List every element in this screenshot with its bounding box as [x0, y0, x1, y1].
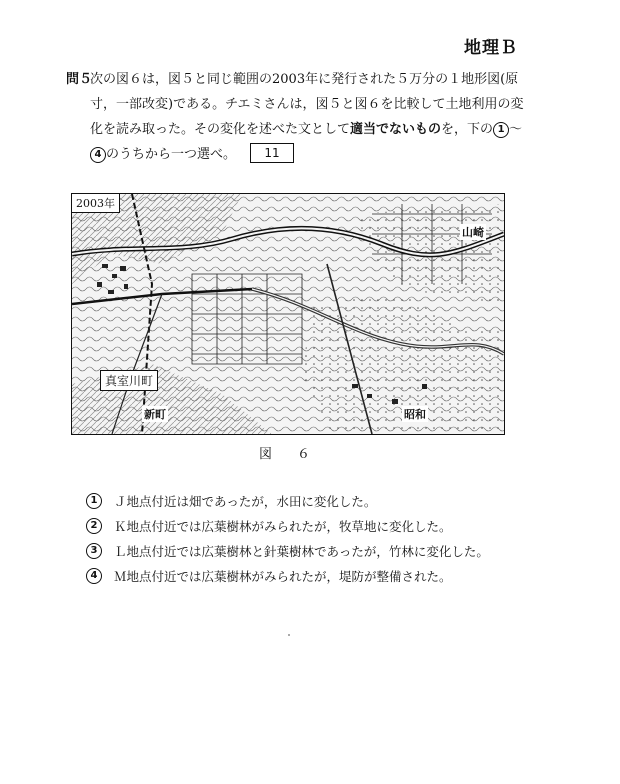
- map-place-label: 昭和: [404, 408, 426, 421]
- answer-box: 11: [250, 143, 294, 163]
- answer-choices: [86, 488, 566, 588]
- choice-4[interactable]: [86, 563, 566, 588]
- question-emphasis: 適当でないもの: [350, 122, 442, 137]
- choice-text: Ｊ地点付近は畑であったが，水田に変化した。: [114, 493, 377, 509]
- range-separator: ～: [509, 122, 523, 137]
- question-text: [90, 67, 536, 167]
- choice-1[interactable]: [86, 488, 566, 513]
- map-place-label: 山崎: [462, 226, 484, 239]
- choice-text: Ｌ地点付近では広葉樹林と針葉樹林であったが，竹林に変化した。: [114, 543, 489, 559]
- topographic-map: [71, 193, 505, 435]
- choice-3[interactable]: [86, 538, 566, 563]
- choice-number-circle: 3: [86, 543, 102, 559]
- choice-number-circle: 2: [86, 518, 102, 534]
- figure-caption: 図 ６: [258, 447, 316, 462]
- map-year-label: 2003年: [72, 194, 120, 213]
- scan-dot: [288, 634, 290, 636]
- question-text-end: のうちから一つ選べ。: [106, 147, 237, 162]
- question-number: 問５: [66, 72, 93, 87]
- choice-2[interactable]: [86, 513, 566, 538]
- choice-text: Ｋ地点付近では広葉樹林がみられたが，牧草地に変化した。: [114, 518, 452, 534]
- choice-number-circle: 4: [86, 568, 102, 584]
- question-text-before: 次の図６は，図５と同じ範囲の2003年に発行された５万分の１地形図(原寸，一部改変)である。チエミさんは，図５と図６を比較して土地利用の変化を読み取った。その変化を述べた文として: [90, 72, 524, 137]
- choice-number-circle: 1: [86, 493, 102, 509]
- subject-title: 地理Ｂ: [464, 38, 518, 58]
- map-graphic: [72, 194, 504, 434]
- range-start-circle: 1: [493, 122, 509, 138]
- question-text-after: を，下の: [441, 122, 494, 137]
- choice-text: Ｍ地点付近では広葉樹林がみられたが，堤防が整備された。: [114, 568, 452, 584]
- range-end-circle: 4: [90, 147, 106, 163]
- map-town-label: 真室川町: [100, 370, 158, 391]
- map-place-label: 新町: [144, 408, 166, 421]
- question-block: [66, 67, 536, 167]
